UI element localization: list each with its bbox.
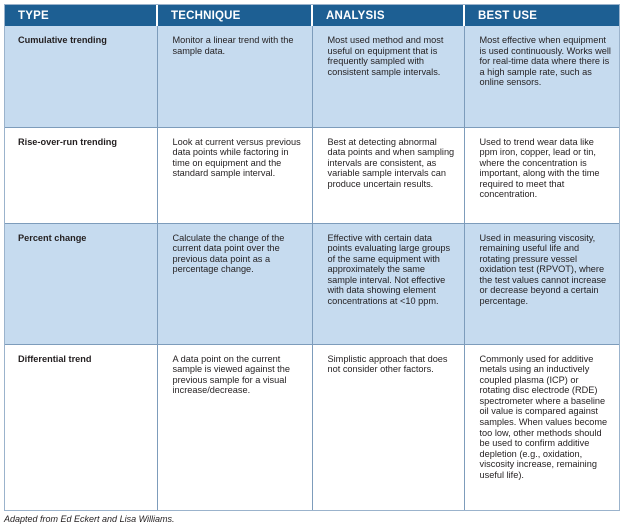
table-header [5,5,619,26]
cell-technique: A data point on the current sample is viewed against the previous sample for a visual increase/decrease. [157,344,312,510]
header-best-use: BEST USE [464,5,619,26]
trend-table-frame [4,4,620,511]
header-analysis: ANALYSIS [312,5,464,26]
cell-type: Differential trend [5,344,157,510]
cell-type: Cumulative trending [5,26,157,127]
source-caption: Adapted from Ed Eckert and Lisa Williams. [4,514,175,524]
cell-best-use: Most effective when equipment is used continuously. Works well for real-time data where there is a high sample rate, such as online sensors. [464,26,619,127]
cell-type: Rise-over-run trending [5,127,157,223]
cell-best-use: Used to trend wear data like ppm iron, copper, lead or tin, where the concentration is important, along with the time required to meet that concentration. [464,127,619,223]
cell-technique: Calculate the change of the current data point over the previous data point as a percentage change. [157,223,312,344]
header-technique: TECHNIQUE [157,5,312,26]
cell-analysis: Simplistic approach that does not consider other factors. [312,344,464,510]
table-body [5,26,619,510]
table-row [5,344,619,510]
cell-analysis: Best at detecting abnormal data points and when sampling intervals are consistent, as variable sample intervals can produce uncertain results. [312,127,464,223]
table-row [5,223,619,344]
cell-best-use: Used in measuring viscosity, remaining useful life and rotating pressure vessel oxidation test (RPVOT), where the test values cannot increase or decrease beyond a certain percentage. [464,223,619,344]
cell-best-use: Commonly used for additive metals using an inductively coupled plasma (ICP) or rotating disc electrode (RDE) spectrometer where a baseline oil value is compared against samples. When values become too low, other methods should be used to confirm additive depletion (e.g., oxidation, viscosity increase, remaining useful life). [464,344,619,510]
header-type: TYPE [5,5,157,26]
cell-analysis: Effective with certain data points evaluating large groups of the same equipment with approximately the same sample interval. Not effective with data showing element concentrations at <10 ppm. [312,223,464,344]
trend-comparison-table [5,5,619,510]
cell-analysis: Most used method and most useful on equipment that is frequently sampled with consistent sample intervals. [312,26,464,127]
cell-technique: Look at current versus previous data points while factoring in time on equipment and the standard sample interval. [157,127,312,223]
table-row [5,127,619,223]
table-row [5,26,619,127]
cell-type: Percent change [5,223,157,344]
header-row [5,5,619,26]
cell-technique: Monitor a linear trend with the sample data. [157,26,312,127]
